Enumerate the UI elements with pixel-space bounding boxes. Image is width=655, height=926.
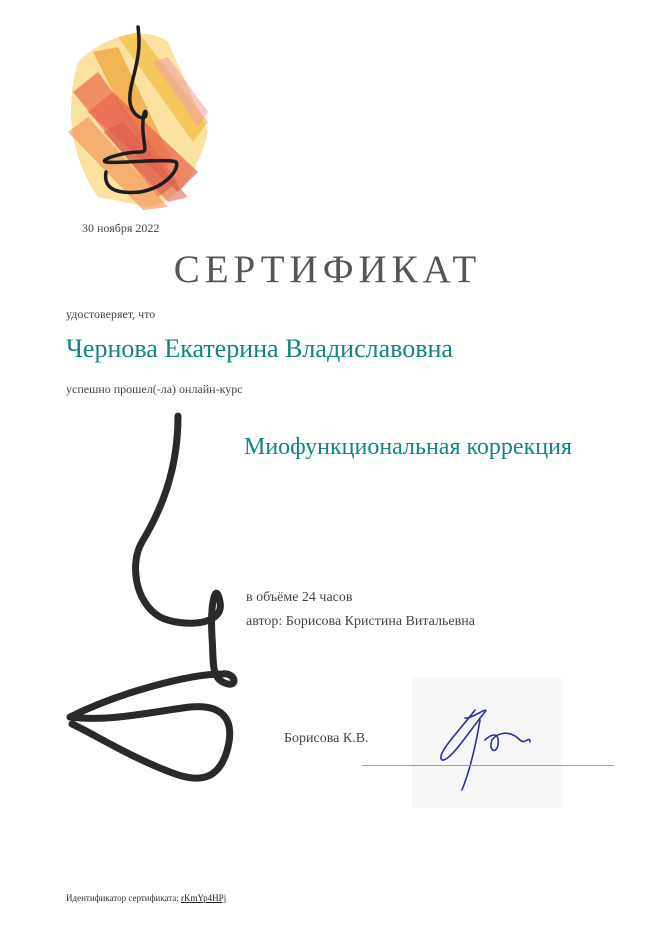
course-author: автор: Борисова Кристина Витальевна (246, 614, 475, 629)
certificate-id (66, 893, 226, 903)
page-title: СЕРТИФИКАТ (173, 248, 482, 291)
completed-text: успешно прошел(-ла) онлайн-курс (66, 382, 243, 396)
course-volume: в объёме 24 часов (246, 590, 353, 605)
certificate-id-label: Идентификатор сертификата: (66, 893, 179, 903)
certifies-text: удостоверяет, что (66, 307, 156, 321)
student-name: Чернова Екатерина Владиславовна (66, 334, 453, 363)
signature-line (362, 765, 614, 766)
certificate-id-link[interactable]: rKmYp4HPj (181, 893, 227, 903)
brand-logo-icon (58, 22, 218, 217)
course-name: Миофункциональная коррекция (244, 434, 572, 460)
signer-name: Борисова К.В. (284, 731, 369, 746)
face-line-art-icon (60, 412, 240, 792)
signature-icon (430, 690, 540, 800)
issue-date: 30 ноября 2022 (82, 221, 160, 235)
